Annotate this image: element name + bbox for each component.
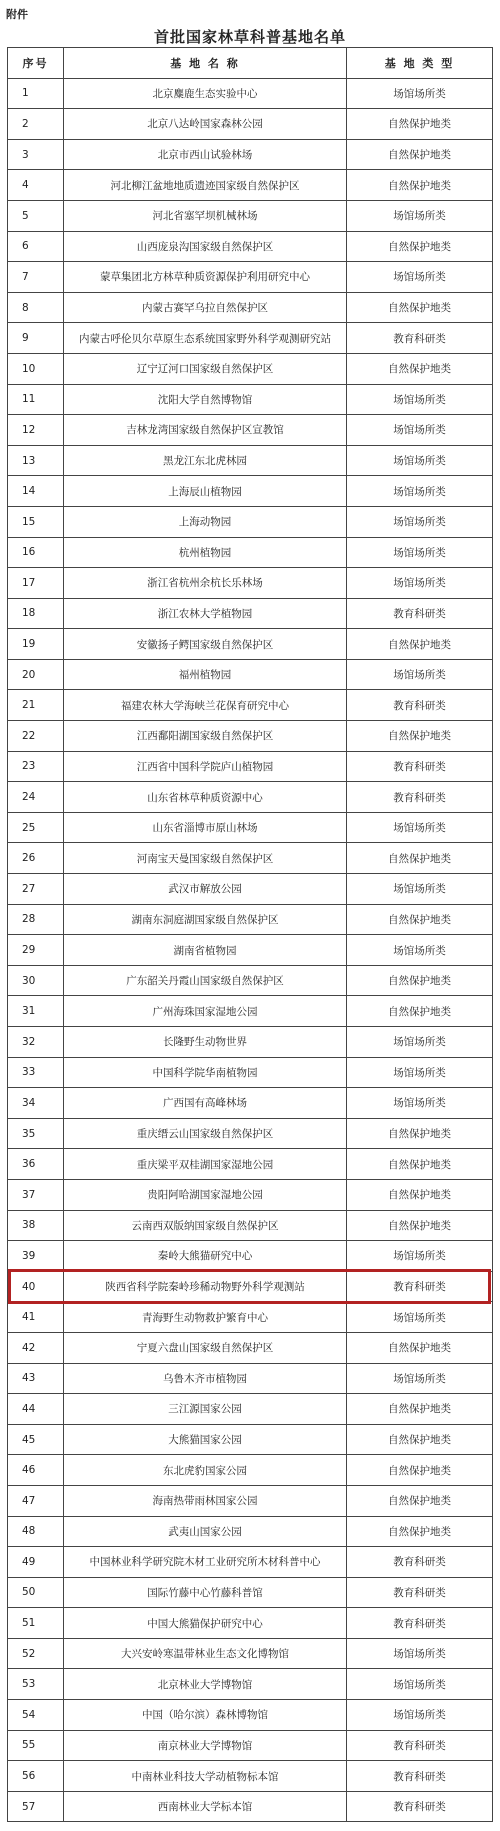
row-base-name: 内蒙古呼伦贝尔草原生态系统国家野外科学观测研究站 <box>64 323 347 354</box>
row-base-name: 蒙草集团北方林草种质资源保护利用研究中心 <box>64 262 347 293</box>
row-base-name: 江西鄱阳湖国家级自然保护区 <box>64 721 347 752</box>
row-index: 24 <box>8 782 64 813</box>
table-row <box>8 1608 493 1639</box>
table-row <box>8 109 493 140</box>
row-index: 43 <box>8 1363 64 1394</box>
row-base-type: 自然保护地类 <box>347 1516 493 1547</box>
row-base-type: 教育科研类 <box>347 1608 493 1639</box>
row-index: 22 <box>8 721 64 752</box>
row-index: 30 <box>8 965 64 996</box>
row-index: 32 <box>8 1027 64 1058</box>
row-base-type: 场馆场所类 <box>347 384 493 415</box>
row-base-name: 南京林业大学博物馆 <box>64 1730 347 1761</box>
row-base-type: 自然保护地类 <box>347 231 493 262</box>
row-base-type: 场馆场所类 <box>347 1241 493 1272</box>
table-row <box>8 1241 493 1272</box>
row-base-name: 陕西省科学院秦岭珍稀动物野外科学观测站 <box>64 1271 347 1302</box>
row-base-name: 重庆缙云山国家级自然保护区 <box>64 1118 347 1149</box>
row-base-type: 场馆场所类 <box>347 200 493 231</box>
row-base-name: 中南林业科技大学动植物标本馆 <box>64 1761 347 1792</box>
table-row <box>8 262 493 293</box>
base-list-table <box>7 47 493 1822</box>
table-row <box>8 1516 493 1547</box>
row-index: 27 <box>8 874 64 905</box>
table-row <box>8 1271 493 1302</box>
row-index: 11 <box>8 384 64 415</box>
row-index: 9 <box>8 323 64 354</box>
row-index: 20 <box>8 659 64 690</box>
row-base-name: 三江源国家公园 <box>64 1394 347 1425</box>
row-index: 36 <box>8 1149 64 1180</box>
row-base-type: 场馆场所类 <box>347 445 493 476</box>
table-body <box>8 78 493 1822</box>
table-row <box>8 170 493 201</box>
row-base-type: 自然保护地类 <box>347 1210 493 1241</box>
table-row <box>8 476 493 507</box>
row-base-name: 河北省塞罕坝机械林场 <box>64 200 347 231</box>
row-base-name: 湖南省植物园 <box>64 935 347 966</box>
row-base-type: 场馆场所类 <box>347 1088 493 1119</box>
table-row <box>8 1424 493 1455</box>
table-row <box>8 1394 493 1425</box>
row-base-type: 场馆场所类 <box>347 78 493 109</box>
row-index: 37 <box>8 1179 64 1210</box>
row-base-name: 北京林业大学博物馆 <box>64 1669 347 1700</box>
row-index: 54 <box>8 1700 64 1731</box>
row-base-type: 场馆场所类 <box>347 1057 493 1088</box>
row-index: 10 <box>8 353 64 384</box>
row-index: 6 <box>8 231 64 262</box>
row-base-type: 自然保护地类 <box>347 1485 493 1516</box>
row-base-name: 长隆野生动物世界 <box>64 1027 347 1058</box>
row-index: 47 <box>8 1485 64 1516</box>
row-base-type: 自然保护地类 <box>347 965 493 996</box>
row-index: 8 <box>8 292 64 323</box>
table-row <box>8 965 493 996</box>
row-index: 52 <box>8 1638 64 1669</box>
row-base-name: 大熊猫国家公园 <box>64 1424 347 1455</box>
table-row <box>8 659 493 690</box>
table-row <box>8 384 493 415</box>
row-index: 2 <box>8 109 64 140</box>
table-row <box>8 415 493 446</box>
table-row <box>8 1700 493 1731</box>
row-base-type: 场馆场所类 <box>347 415 493 446</box>
row-base-type: 场馆场所类 <box>347 1638 493 1669</box>
row-index: 48 <box>8 1516 64 1547</box>
table-row <box>8 1179 493 1210</box>
row-index: 46 <box>8 1455 64 1486</box>
row-index: 53 <box>8 1669 64 1700</box>
row-base-name: 湖南东洞庭湖国家级自然保护区 <box>64 904 347 935</box>
table-row <box>8 1791 493 1822</box>
row-base-name: 上海动物园 <box>64 506 347 537</box>
row-base-type: 自然保护地类 <box>347 1455 493 1486</box>
row-base-type: 自然保护地类 <box>347 1424 493 1455</box>
row-base-name: 广西国有高峰林场 <box>64 1088 347 1119</box>
row-base-name: 河北柳江盆地地质遗迹国家级自然保护区 <box>64 170 347 201</box>
table-header-row <box>8 48 493 79</box>
row-index: 51 <box>8 1608 64 1639</box>
row-base-type: 场馆场所类 <box>347 506 493 537</box>
row-base-name: 中国大熊猫保护研究中心 <box>64 1608 347 1639</box>
table-row <box>8 721 493 752</box>
row-index: 55 <box>8 1730 64 1761</box>
table-row <box>8 1730 493 1761</box>
row-index: 39 <box>8 1241 64 1272</box>
row-base-name: 云南西双版纳国家级自然保护区 <box>64 1210 347 1241</box>
header-base-type: 基 地 类 型 <box>347 48 493 79</box>
row-base-type: 自然保护地类 <box>347 109 493 140</box>
row-base-name: 福州植物园 <box>64 659 347 690</box>
row-base-type: 自然保护地类 <box>347 996 493 1027</box>
row-base-name: 中国林业科学研究院木材工业研究所木材科普中心 <box>64 1547 347 1578</box>
row-base-name: 河南宝天曼国家级自然保护区 <box>64 843 347 874</box>
row-base-type: 场馆场所类 <box>347 874 493 905</box>
row-base-type: 教育科研类 <box>347 598 493 629</box>
row-base-type: 自然保护地类 <box>347 629 493 660</box>
table-row <box>8 292 493 323</box>
row-index: 57 <box>8 1791 64 1822</box>
row-base-type: 自然保护地类 <box>347 1149 493 1180</box>
table-row <box>8 1118 493 1149</box>
row-base-name: 沈阳大学自然博物馆 <box>64 384 347 415</box>
table-row <box>8 904 493 935</box>
row-base-name: 武夷山国家公园 <box>64 1516 347 1547</box>
row-base-type: 场馆场所类 <box>347 1302 493 1333</box>
row-index: 44 <box>8 1394 64 1425</box>
row-index: 1 <box>8 78 64 109</box>
row-index: 14 <box>8 476 64 507</box>
table-row <box>8 1547 493 1578</box>
row-base-type: 场馆场所类 <box>347 568 493 599</box>
row-base-name: 福建农林大学海峡兰花保育研究中心 <box>64 690 347 721</box>
row-base-type: 教育科研类 <box>347 1271 493 1302</box>
row-index: 28 <box>8 904 64 935</box>
table-row <box>8 1027 493 1058</box>
table-row <box>8 751 493 782</box>
row-index: 50 <box>8 1577 64 1608</box>
row-base-type: 场馆场所类 <box>347 1027 493 1058</box>
table-row <box>8 353 493 384</box>
table-row <box>8 1302 493 1333</box>
row-index: 23 <box>8 751 64 782</box>
row-index: 12 <box>8 415 64 446</box>
row-base-name: 内蒙古赛罕乌拉自然保护区 <box>64 292 347 323</box>
row-index: 26 <box>8 843 64 874</box>
row-base-type: 场馆场所类 <box>347 1669 493 1700</box>
row-index: 38 <box>8 1210 64 1241</box>
row-index: 7 <box>8 262 64 293</box>
row-index: 13 <box>8 445 64 476</box>
table-row <box>8 1455 493 1486</box>
row-base-name: 江西省中国科学院庐山植物园 <box>64 751 347 782</box>
header-base-name: 基 地 名 称 <box>64 48 347 79</box>
row-base-type: 教育科研类 <box>347 782 493 813</box>
table-row <box>8 782 493 813</box>
table-row <box>8 1638 493 1669</box>
table-row <box>8 935 493 966</box>
row-base-type: 自然保护地类 <box>347 170 493 201</box>
row-base-type: 自然保护地类 <box>347 904 493 935</box>
row-base-name: 安徽扬子鳄国家级自然保护区 <box>64 629 347 660</box>
row-base-type: 场馆场所类 <box>347 812 493 843</box>
row-base-name: 贵阳阿哈湖国家湿地公园 <box>64 1179 347 1210</box>
row-base-name: 杭州植物园 <box>64 537 347 568</box>
row-base-name: 乌鲁木齐市植物园 <box>64 1363 347 1394</box>
row-index: 19 <box>8 629 64 660</box>
header-index: 序号 <box>8 48 64 79</box>
row-index: 5 <box>8 200 64 231</box>
row-base-name: 山西庞泉沟国家级自然保护区 <box>64 231 347 262</box>
row-base-type: 教育科研类 <box>347 1577 493 1608</box>
row-base-type: 教育科研类 <box>347 1791 493 1822</box>
row-index: 40 <box>8 1271 64 1302</box>
table-row <box>8 1057 493 1088</box>
row-base-name: 东北虎豹国家公园 <box>64 1455 347 1486</box>
table-row <box>8 1485 493 1516</box>
table-row <box>8 139 493 170</box>
row-base-name: 国际竹藤中心竹藤科普馆 <box>64 1577 347 1608</box>
row-base-type: 场馆场所类 <box>347 476 493 507</box>
row-index: 16 <box>8 537 64 568</box>
row-index: 49 <box>8 1547 64 1578</box>
row-base-name: 宁夏六盘山国家级自然保护区 <box>64 1332 347 1363</box>
table-row <box>8 1577 493 1608</box>
row-index: 4 <box>8 170 64 201</box>
row-index: 42 <box>8 1332 64 1363</box>
row-base-name: 上海辰山植物园 <box>64 476 347 507</box>
row-base-type: 自然保护地类 <box>347 1394 493 1425</box>
table-row <box>8 1332 493 1363</box>
table-row <box>8 323 493 354</box>
row-base-type: 教育科研类 <box>347 1761 493 1792</box>
row-index: 41 <box>8 1302 64 1333</box>
row-base-type: 场馆场所类 <box>347 1700 493 1731</box>
row-base-name: 山东省林草种质资源中心 <box>64 782 347 813</box>
row-base-name: 北京八达岭国家森林公园 <box>64 109 347 140</box>
row-index: 3 <box>8 139 64 170</box>
document-title: 首批国家林草科普基地名单 <box>153 28 346 46</box>
row-index: 35 <box>8 1118 64 1149</box>
row-base-type: 教育科研类 <box>347 323 493 354</box>
row-base-name: 中国（哈尔滨）森林博物馆 <box>64 1700 347 1731</box>
row-base-type: 场馆场所类 <box>347 659 493 690</box>
row-base-type: 自然保护地类 <box>347 353 493 384</box>
row-base-type: 自然保护地类 <box>347 843 493 874</box>
row-index: 45 <box>8 1424 64 1455</box>
row-base-name: 广州海珠国家湿地公园 <box>64 996 347 1027</box>
row-base-name: 山东省淄博市原山林场 <box>64 812 347 843</box>
row-base-name: 中国科学院华南植物园 <box>64 1057 347 1088</box>
table-row <box>8 1088 493 1119</box>
row-base-type: 场馆场所类 <box>347 537 493 568</box>
table-row <box>8 445 493 476</box>
row-base-type: 自然保护地类 <box>347 292 493 323</box>
table-row <box>8 1210 493 1241</box>
row-index: 29 <box>8 935 64 966</box>
row-base-type: 教育科研类 <box>347 1547 493 1578</box>
table-row <box>8 629 493 660</box>
row-index: 56 <box>8 1761 64 1792</box>
row-base-type: 教育科研类 <box>347 751 493 782</box>
table-row <box>8 812 493 843</box>
row-base-type: 自然保护地类 <box>347 1118 493 1149</box>
row-base-name: 浙江农林大学植物园 <box>64 598 347 629</box>
attachment-label: 附件 <box>6 8 28 21</box>
row-base-name: 大兴安岭寒温带林业生态文化博物馆 <box>64 1638 347 1669</box>
row-index: 15 <box>8 506 64 537</box>
table-row <box>8 690 493 721</box>
row-base-name: 青海野生动物救护繁育中心 <box>64 1302 347 1333</box>
table-row <box>8 996 493 1027</box>
row-base-type: 教育科研类 <box>347 1730 493 1761</box>
table-row <box>8 598 493 629</box>
table-row <box>8 231 493 262</box>
row-base-name: 北京麋鹿生态实验中心 <box>64 78 347 109</box>
row-base-name: 武汉市解放公园 <box>64 874 347 905</box>
table-row <box>8 1669 493 1700</box>
row-base-name: 黑龙江东北虎林园 <box>64 445 347 476</box>
row-base-name: 广东韶关丹霞山国家级自然保护区 <box>64 965 347 996</box>
row-index: 25 <box>8 812 64 843</box>
row-index: 33 <box>8 1057 64 1088</box>
row-index: 17 <box>8 568 64 599</box>
row-base-name: 辽宁辽河口国家级自然保护区 <box>64 353 347 384</box>
row-base-name: 重庆梁平双桂湖国家湿地公园 <box>64 1149 347 1180</box>
row-base-type: 场馆场所类 <box>347 262 493 293</box>
row-base-name: 浙江省杭州余杭长乐林场 <box>64 568 347 599</box>
row-base-name: 吉林龙湾国家级自然保护区宣教馆 <box>64 415 347 446</box>
row-base-type: 自然保护地类 <box>347 1179 493 1210</box>
row-base-type: 场馆场所类 <box>347 935 493 966</box>
row-base-name: 北京市西山试验林场 <box>64 139 347 170</box>
row-base-type: 自然保护地类 <box>347 1332 493 1363</box>
row-base-type: 自然保护地类 <box>347 721 493 752</box>
table-row <box>8 200 493 231</box>
row-base-name: 秦岭大熊猫研究中心 <box>64 1241 347 1272</box>
table-row <box>8 1761 493 1792</box>
row-index: 34 <box>8 1088 64 1119</box>
table-row <box>8 843 493 874</box>
table-row <box>8 568 493 599</box>
row-base-type: 教育科研类 <box>347 690 493 721</box>
table-row <box>8 1149 493 1180</box>
table-row <box>8 78 493 109</box>
table-row <box>8 1363 493 1394</box>
row-index: 21 <box>8 690 64 721</box>
table-row <box>8 537 493 568</box>
table-row <box>8 874 493 905</box>
row-base-name: 海南热带雨林国家公园 <box>64 1485 347 1516</box>
row-index: 18 <box>8 598 64 629</box>
row-base-name: 西南林业大学标本馆 <box>64 1791 347 1822</box>
row-index: 31 <box>8 996 64 1027</box>
table-row <box>8 506 493 537</box>
row-base-type: 场馆场所类 <box>347 1363 493 1394</box>
row-base-type: 自然保护地类 <box>347 139 493 170</box>
